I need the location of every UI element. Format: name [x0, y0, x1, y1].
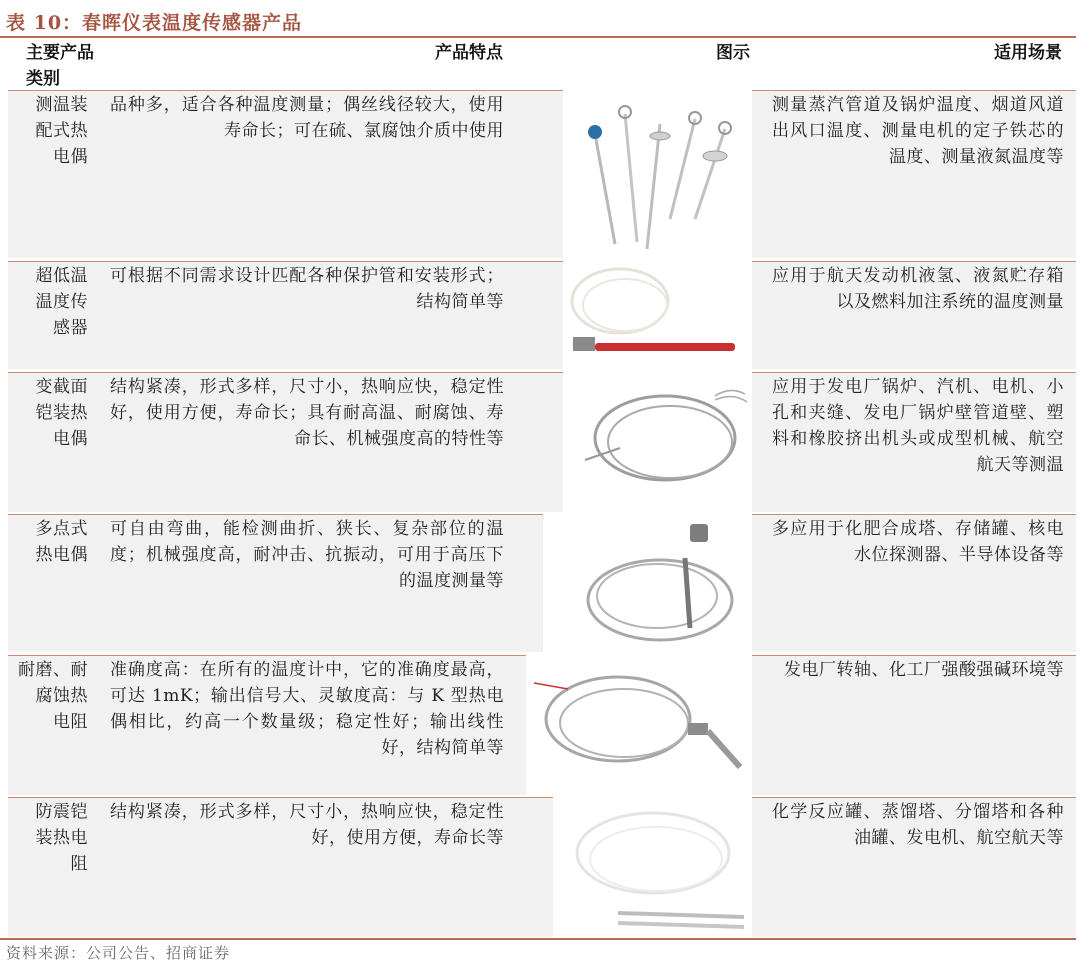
- row-category: 防震铠 装热电 阻: [35, 802, 88, 874]
- table-row: [0, 372, 1080, 512]
- table-bottom-divider: [0, 938, 1076, 940]
- header-category: 主要产品类别: [26, 43, 94, 89]
- row-category: 多点式 热电偶: [35, 519, 88, 565]
- table-title: 表 10：春晖仪表温度传感器产品: [6, 12, 303, 34]
- table-row: [0, 514, 1080, 652]
- multipoint-thermocouple-image: [565, 518, 750, 648]
- armored-cable-image: [565, 376, 750, 508]
- row-scenarios: 应用于发电厂锅炉、汽机、电机、小孔和夹缝、发电厂锅炉壁管道壁、塑料和橡胶挤出机头或成型机械、航空航天等测温: [772, 377, 1064, 475]
- thermocouple-probes-image: [565, 94, 750, 254]
- row-scenarios: 测量蒸汽管道及锅炉温度、烟道风道出风口温度、测量电机的定子铁芯的温度、测量液氮温度等: [772, 95, 1064, 167]
- row-features: 可自由弯曲，能检测曲折、狭长、复杂部位的温度；机械强度高，耐冲击、抗振动，可用于高压下的温度测量等: [110, 519, 504, 591]
- shockproof-rtd-image: [558, 801, 750, 935]
- table-row: [0, 90, 1080, 258]
- wear-resistant-rtd-image: [528, 659, 750, 793]
- row-scenarios: 发电厂转轴、化工厂强酸强碱环境等: [784, 660, 1064, 680]
- title-divider: [0, 36, 1076, 38]
- row-features: 可根据不同需求设计匹配各种保护管和安装形式；结构简单等: [110, 266, 504, 312]
- row-features: 结构紧凑，形式多样，尺寸小，热响应快，稳定性好，使用方便，寿命长；具有耐高温、耐腐蚀、寿命长、机械强度高的特性等: [110, 377, 504, 449]
- row-scenarios: 多应用于化肥合成塔、存储罐、核电水位探测器、半导体设备等: [772, 519, 1064, 565]
- row-features: 结构紧凑，形式多样，尺寸小，热响应快，稳定性好，使用方便，寿命长等: [110, 802, 504, 848]
- table-row: [0, 655, 1080, 795]
- header-image: 图示: [716, 43, 750, 63]
- table-row: [0, 261, 1080, 369]
- row-features: 品种多，适合各种温度测量；偶丝线径较大，使用寿命长；可在硫、氯腐蚀介质中使用: [110, 95, 504, 141]
- row-category: 耐磨、耐 腐蚀热 电阻: [18, 660, 88, 732]
- row-scenarios: 应用于航天发动机液氢、液氮贮存箱以及燃料加注系统的温度测量: [772, 266, 1064, 312]
- header-features: 产品特点: [435, 43, 503, 63]
- source-note: 资料来源：公司公告、招商证券: [6, 944, 231, 962]
- header-scenarios: 适用场景: [994, 43, 1062, 63]
- row-category: 超低温 温度传 感器: [35, 266, 88, 338]
- row-category: 变截面 铠装热 电偶: [35, 377, 88, 449]
- row-features: 准确度高：在所有的温度计中，它的准确度最高，可达 1mK；输出信号大、灵敏度高：与 K 型热电偶相比，约高一个数量级；稳定性好；输出线性好，结构简单等: [110, 660, 504, 758]
- table-row: [0, 797, 1080, 937]
- row-category: 测温装 配式热 电偶: [35, 95, 88, 167]
- cryogenic-sensor-image: [565, 263, 750, 367]
- row-scenarios: 化学反应罐、蒸馏塔、分馏塔和各种油罐、发电机、航空航天等: [772, 802, 1064, 848]
